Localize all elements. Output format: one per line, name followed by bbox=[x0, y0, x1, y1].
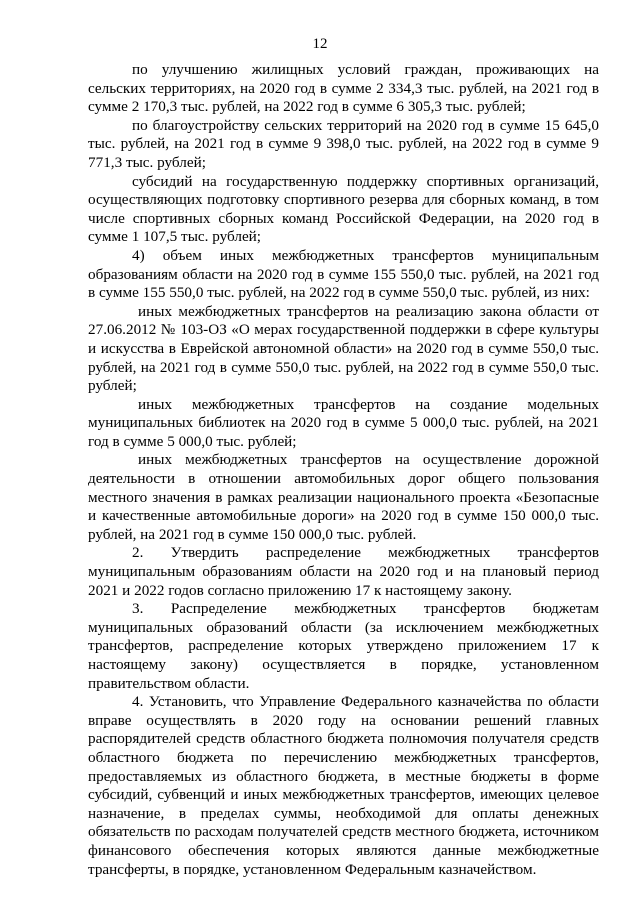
paragraph-other-transfers-total: 4) объем иных межбюджетных трансфертов муниципальным образованиям области на 2020 год в сумме 155 550,0 тыс. рублей, на 2021 год в сумме 155 550,0 тыс. рублей, на 2022 год в сумме 550,0 тыс. рублей, из них: bbox=[88, 246, 599, 302]
paragraph-culture-transfers: иных межбюджетных трансфертов на реализацию закона области от 27.06.2012 № 103-ОЗ «О мерах государственной поддержки в сфере культуры и искусства в Еврейской автономной области» на 2020 год в сумме 550,0 тыс. рублей, на 2021 год в сумме 550,0 тыс. рублей, на 2022 год в сумме 550,0 тыс. рублей; bbox=[88, 302, 599, 395]
paragraph-rural-housing: по улучшению жилищных условий граждан, проживающих на сельских территориях, на 2020 год в сумме 2 334,3 тыс. рублей, на 2021 год в сумме 2 170,3 тыс. рублей, на 2022 год в сумме 6 305,3 тыс. рублей; bbox=[88, 61, 599, 116]
paragraph-road-transfers: иных межбюджетных трансфертов на осуществление дорожной деятельности в отношении автомобильных дорог общего пользования местного значения в рамках реализации национального проекта «Безопасные и качественные автомобильные дороги» на 2020 год в сумме 150 000,0 тыс. рублей, на 2021 год в сумме 150 000,0 тыс. рублей. bbox=[88, 451, 599, 543]
paragraph-sports-subsidies: субсидий на государственную поддержку спортивных организаций, осуществляющих подготовку спортивного резерва для сборных команд, в том числе спортивных сборных команд Российской Федерации, на 2020 год в сумме 1 107,5 тыс. рублей; bbox=[88, 172, 599, 246]
paragraph-rural-landscaping: по благоустройству сельских территорий на 2020 год в сумме 15 645,0 тыс. рублей, на 2021 год в сумме 9 398,0 тыс. рублей, на 2022 год в сумме 9 771,3 тыс. рублей; bbox=[88, 116, 599, 171]
paragraph-item-2: 2. Утвердить распределение межбюджетных трансфертов муниципальным образованиям области на 2020 год и на плановый период 2021 и 2022 годов согласно приложению 17 к настоящему закону. bbox=[88, 544, 599, 599]
paragraph-item-4: 4. Установить, что Управление Федерального казначейства по области вправе осуществлять в 2020 году на основании решений главных распорядителей средств областного бюджета полномочия получателя средств областного бюджета по перечислению межбюджетных трансфертов, предоставляемых из областного бюджета, в местные бюджеты в форме субсидий, субвенций и иных межбюджетных трансфертов, имеющих целевое назначение, в пределах суммы, необходимой для оплаты денежных обязательств по расходам получателей средств местного бюджета, источником финансового обеспечения которых являются данные межбюджетные трансферты, в порядке, установленном Федеральным казначейством. bbox=[88, 693, 599, 878]
page-number: 12 bbox=[312, 36, 328, 52]
document-body bbox=[88, 61, 599, 879]
paragraph-library-transfers: иных межбюджетных трансфертов на создание модельных муниципальных библиотек на 2020 год в сумме 5 000,0 тыс. рублей, на 2021 год в сумме 5 000,0 тыс. рублей; bbox=[88, 395, 599, 450]
paragraph-item-3: 3. Распределение межбюджетных трансфертов бюджетам муниципальных образований области (за исключением межбюджетных трансфертов, распределение которых утверждено приложением 17 к настоящему закону) осуществляется в порядке, установленном правительством области. bbox=[88, 600, 599, 692]
